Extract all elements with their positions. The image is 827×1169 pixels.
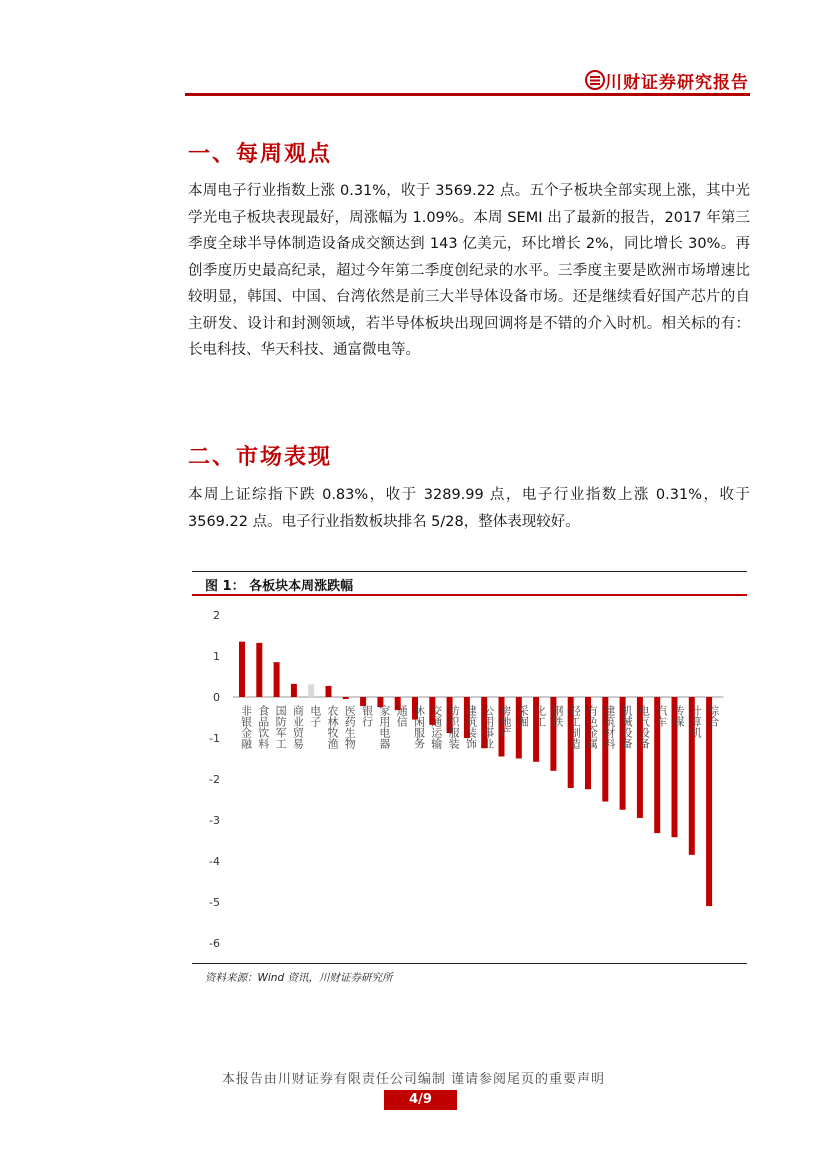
- figure-title: 图 1： 各板块本周涨跌幅: [205, 579, 354, 594]
- x-tick-label: 非银金融: [239, 705, 253, 749]
- x-tick-label: 传媒: [672, 705, 685, 727]
- x-tick-label: 房地产: [499, 705, 512, 738]
- bar-商业贸易: [291, 684, 297, 697]
- y-tick-label: -6: [209, 937, 220, 950]
- x-tick-label: 钢铁: [550, 705, 564, 727]
- bar-医药生物: [343, 697, 349, 699]
- bar-综合: [706, 697, 712, 906]
- x-tick-label: 家用电器: [377, 705, 391, 749]
- y-tick-label: -3: [209, 814, 220, 827]
- section-2-paragraph: 本周上证综指下跌 0.83%，收于 3289.99 点，电子行业指数上涨 0.31%，收于 3569.22 点。电子行业指数板块排名 5/28，整体表现较好。: [188, 487, 750, 530]
- x-tick-label: 医药生物: [343, 705, 357, 749]
- footer-disclaimer: 本报告由川财证券有限责任公司编制 谨请参阅尾页的重要声明: [221, 1072, 606, 1087]
- bar-非银金融: [239, 642, 245, 697]
- x-tick-label: 食品饮料: [256, 705, 270, 749]
- x-tick-label: 纺织服装: [447, 705, 461, 749]
- x-tick-label: 电气设备: [637, 705, 651, 749]
- y-tick-label: 2: [213, 609, 220, 622]
- y-tick-label: 0: [213, 691, 220, 704]
- x-tick-label: 银行: [360, 705, 374, 727]
- x-tick-label: 公用事业: [481, 705, 495, 749]
- x-tick-label: 农林牧渔: [326, 705, 339, 749]
- figure-bottom-rule: [192, 963, 747, 964]
- x-tick-label: 汽车: [654, 705, 668, 727]
- y-tick-label: 1: [213, 650, 220, 663]
- bar-食品饮料: [256, 643, 262, 697]
- y-tick-label: -2: [209, 773, 220, 786]
- x-tick-label: 休闲服务: [412, 705, 426, 749]
- bar-农林牧渔: [326, 686, 332, 697]
- x-tick-label: 建筑装饰: [464, 705, 478, 749]
- x-tick-label: 建筑材料: [602, 705, 616, 749]
- y-tick-label: -1: [209, 732, 220, 745]
- x-tick-label: 轻工制造: [568, 705, 582, 749]
- bar-国防军工: [274, 662, 280, 697]
- section-1-title: 一、每周观点: [188, 141, 333, 167]
- section-1-paragraph: 本周电子行业指数上涨 0.31%，收于 3569.22 点。五个子板块全部实现上涨，其中光学光电子板块表现最好，周涨幅为 1.09%。本周 SEMI 出了最新的报告，2017 年第三季度全球半导体制造设备成交额达到 143 亿美元，环比增长 2%，同比增长 30%。再创季度历史最高纪录，超过今年第二季度创纪录的水平。三季度主要是欧洲市场增速比较明显，韩国、中国、台湾依然是前三大半导体设备市场。还是继续看好国产芯片的自主研发、设计和封测领域，若半导体板块出现回调将是不错的介入时机。相关标的有：长电科技、华天科技、通富微电等。: [188, 183, 750, 358]
- bar-电子: [308, 684, 314, 697]
- x-tick-label: 商业贸易: [291, 705, 305, 749]
- x-tick-label: 机械设备: [620, 705, 634, 749]
- x-tick-label: 电子: [308, 705, 322, 727]
- y-tick-label: -5: [209, 896, 220, 909]
- report-header-title: 川财证券研究报告: [605, 73, 749, 93]
- x-tick-label: 计算机: [689, 705, 703, 738]
- x-tick-label: 通信: [395, 705, 409, 727]
- page-number: 4/9: [384, 1090, 457, 1110]
- x-tick-label: 交通运输: [429, 705, 443, 749]
- x-tick-label: 综合: [706, 705, 720, 727]
- x-tick-label: 国防军工: [274, 705, 288, 749]
- figure-source: 资料来源：Wind 资讯，川财证券研究所: [205, 972, 393, 984]
- x-tick-label: 有色金属: [585, 705, 599, 749]
- x-tick-label: 化工: [533, 705, 547, 727]
- y-tick-label: -4: [209, 855, 220, 868]
- section-2-title: 二、市场表现: [188, 444, 333, 470]
- x-tick-label: 采掘: [516, 705, 530, 727]
